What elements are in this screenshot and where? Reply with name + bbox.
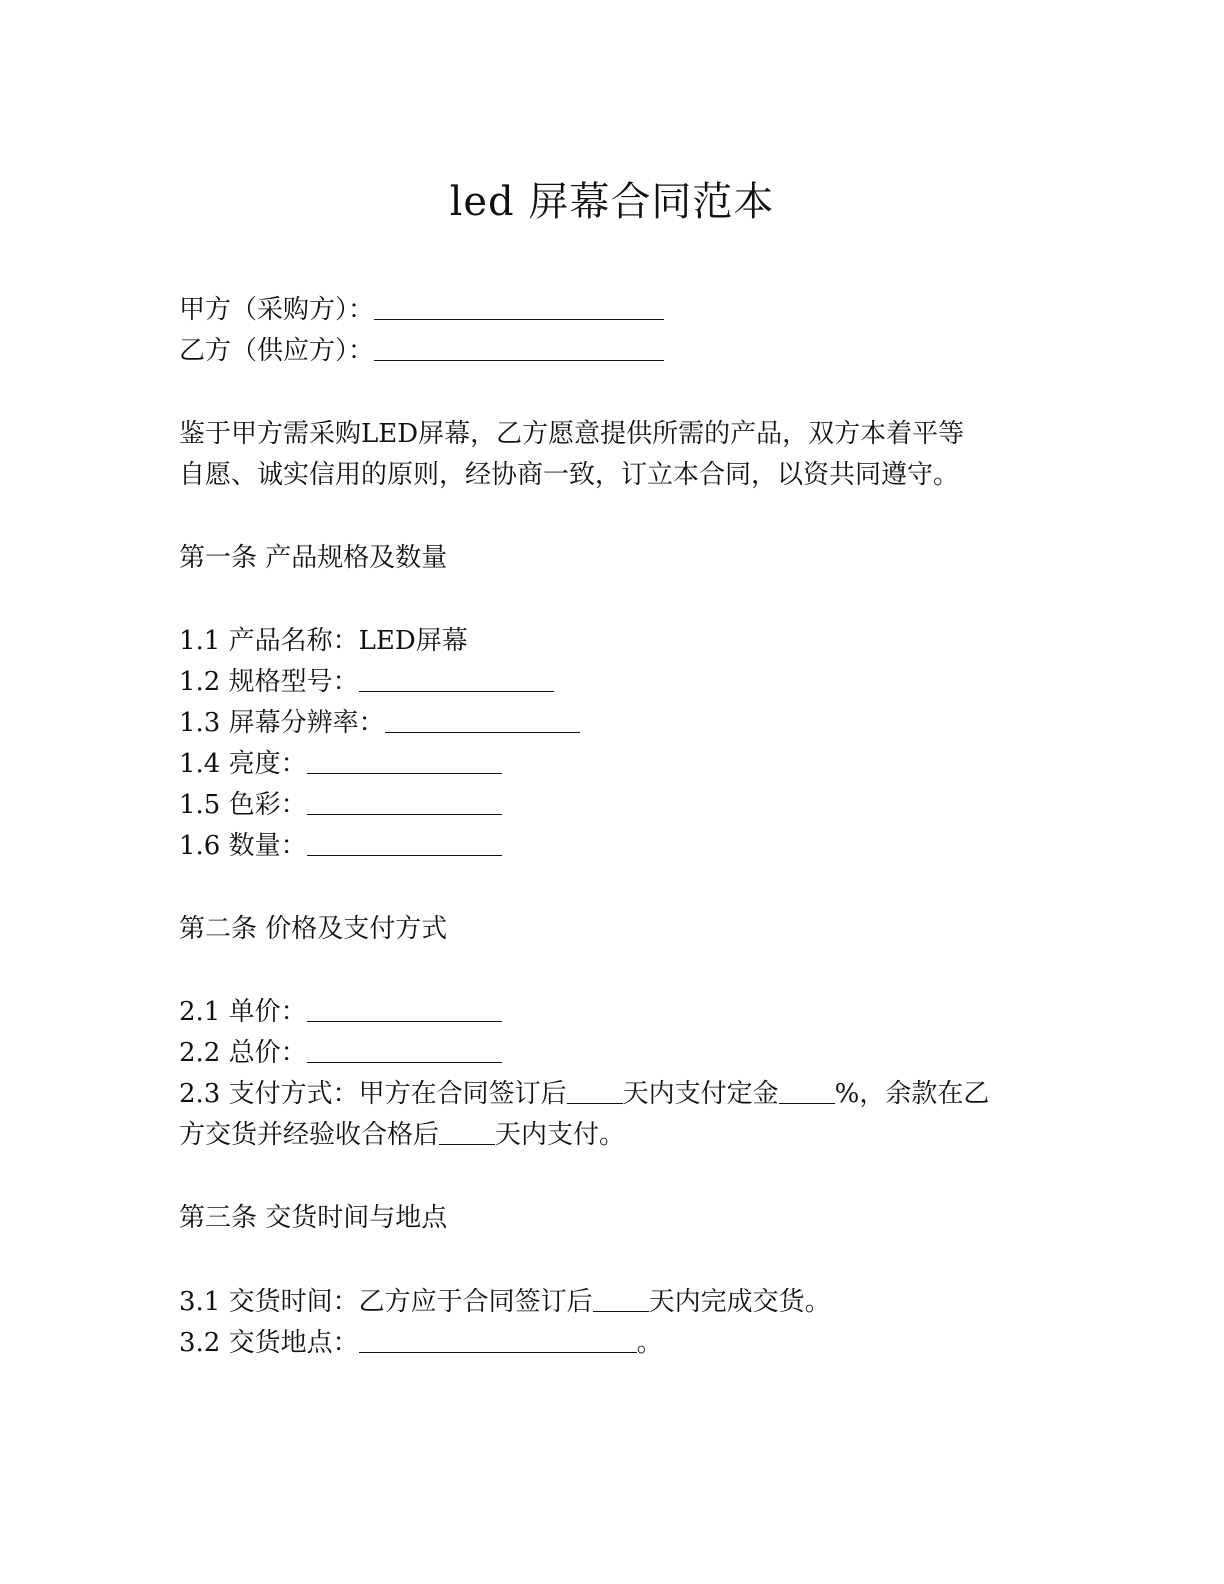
clause-2-3-line-2-part-1: 方交货并经验收合格后 [179, 1120, 440, 1150]
clause-1-5 [179, 787, 502, 823]
clause-2-3-part-3: %，余款在乙 [834, 1079, 990, 1109]
deposit-days-blank [567, 1077, 623, 1104]
party-a-blank [374, 293, 664, 320]
clause-2-3-line-2-part-2: 天内支付。 [495, 1120, 626, 1150]
clause-3-2-label: 3.2 交货地点： [179, 1328, 359, 1358]
article-3-heading: 第三条 交货时间与地点 [179, 1203, 448, 1233]
clause-2-1-label: 2.1 单价： [179, 997, 307, 1027]
clause-2-2-label: 2.2 总价： [179, 1038, 307, 1068]
balance-days-blank [439, 1118, 495, 1145]
clause-3-2-end: 。 [636, 1328, 663, 1358]
clause-3-1-part-2: 天内完成交货。 [648, 1287, 831, 1317]
deposit-percent-blank [779, 1077, 835, 1104]
clause-1-3-label: 1.3 屏幕分辨率： [179, 708, 385, 738]
party-b-line [179, 333, 664, 369]
clause-1-6-blank [307, 829, 502, 856]
clause-1-6-label: 1.6 数量： [179, 831, 307, 861]
document-title: led 屏幕合同范本 [449, 179, 775, 225]
clause-2-3-part-2: 天内支付定金 [622, 1079, 779, 1109]
clause-1-4 [179, 746, 502, 782]
clause-3-1 [179, 1284, 831, 1320]
clause-1-4-label: 1.4 亮度： [179, 749, 307, 779]
clause-2-2 [179, 1035, 502, 1071]
clause-1-2 [179, 664, 554, 700]
clause-2-2-blank [307, 1036, 502, 1063]
clause-2-3-part-1: 2.3 支付方式：甲方在合同签订后 [179, 1079, 567, 1109]
party-b-blank [374, 334, 664, 361]
clause-3-2 [179, 1325, 663, 1361]
clause-2-1 [179, 994, 502, 1030]
clause-1-4-blank [307, 747, 502, 774]
party-a-line [179, 292, 664, 328]
clause-1-6 [179, 828, 502, 864]
article-2-heading: 第二条 价格及支付方式 [179, 914, 448, 944]
clause-2-1-blank [307, 995, 502, 1022]
preamble-line-2: 自愿、诚实信用的原则，经协商一致，订立本合同，以资共同遵守。 [179, 460, 960, 490]
article-1-heading: 第一条 产品规格及数量 [179, 543, 448, 573]
clause-2-3-line-1 [179, 1076, 989, 1112]
preamble-line-1: 鉴于甲方需采购LED屏幕，乙方愿意提供所需的产品，双方本着平等 [179, 419, 965, 449]
clause-2-3-line-2 [179, 1117, 625, 1153]
clause-1-5-label: 1.5 色彩： [179, 790, 307, 820]
clause-1-2-blank [359, 665, 554, 692]
clause-1-3-blank [385, 706, 580, 733]
clause-1-1: 1.1 产品名称：LED屏幕 [179, 626, 468, 656]
clause-1-2-label: 1.2 规格型号： [179, 667, 359, 697]
clause-1-5-blank [307, 788, 502, 815]
delivery-days-blank [593, 1285, 649, 1312]
party-b-label: 乙方（供应方）： [179, 336, 375, 366]
delivery-place-blank [359, 1326, 637, 1353]
party-a-label: 甲方（采购方）： [179, 295, 375, 325]
clause-3-1-part-1: 3.1 交货时间：乙方应于合同签订后 [179, 1287, 593, 1317]
clause-1-3 [179, 705, 580, 741]
